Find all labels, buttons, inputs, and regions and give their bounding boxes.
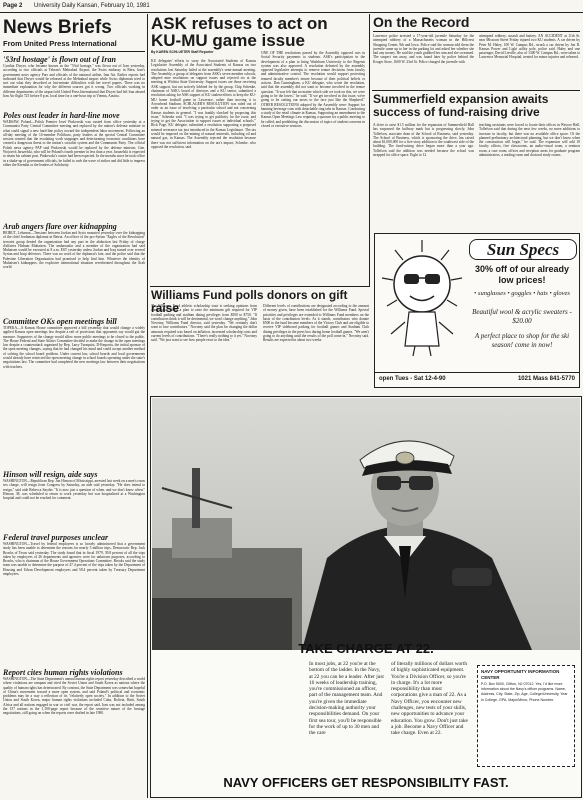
news-briefs-section — [3, 15, 145, 795]
section-rule — [372, 90, 580, 91]
brief-headline: Poles oust leader in hard-line move — [3, 111, 120, 120]
ku-mu-column-2: ONE OF THE resolutions passed by the Assembly opposed cuts in Social Security payments to students. ASK's participation in the development of a plan to bring Washburn University to the Regents system was also approved. A resolution defeated by the assembly opposed legislative attempts to remove tenure decisions from faculty and administrative control. The resolution would support protecting tenured faculty member's tenure because of their political beliefs or actions. Dan Cunningham, a KU delegate, who wrote the resolution, said that the assembly did not want to become involved in the tenure question. "It was felt that no matter which side we took on this, we were going to be the losers," he said. "If we get involved in this issue, we're going to be cutting our noses to the face just like the Shepherd." OTHER RESOLUTIONS adopted by the Assembly were: Support for banning beverage cans with detachable ring tabs in Kansas. Conducting a study of the retail climate in Kansas. Supporting an amendment to the Kansas Open Meetings Law requiring a quorum for a public meeting to be called, and prohibiting the discussion of topics of student concerns in closed or executive sessions. — [261, 51, 365, 129]
brief-story — [3, 470, 145, 530]
brief-body: BEIRUT, Lebanon—Tensions between Jordan and Syria mounted yesterday over the kidnapping of the chief Jordanian diplomat in Beirut. An officer of the pro-Syrian "Eagles of the Revolution" terrorist group denied the organization had any part in the abduction last Friday of charge d'affaires Hisham Muhaisen. The ambassador and a member of the organization had said Muhaisen would be executed at 8 a.m. EST yesterday unless Jordan and Iraq turned over several Syrian and Iraqi defectors. There was no word of the diplomat's fate, and the police said that the Palestine Liberation Organization had promised to help find him. Whatever the identity of Muhaisen's kidnappers, the explosive international situation reverberated throughout the Arab world. — [3, 231, 145, 270]
williams-column-1: The Williams Fund athletic scholarship trust is seeking opinions from contributors about a plan to raise the minimum gift required for VIP football parking and stadium dining privileges from $500 to $750. "If contributors think it will be detrimental, we won't change anything," John Novotny, Williams Fund director, said yesterday. "We certainly don't want to lose contributors." Novotny said the plan for changing the dollar amounts required was based on inflation, increased scholarship costs and current levels of contributions. "There's really nothing to it yet," Novotny said. "We just want to see how people react to the idea." — [151, 304, 257, 343]
brief-headline: Federal travel purposes unclear — [3, 533, 109, 542]
ku-mu-byline: By KAREN SCHLUETER Staff Reporter — [151, 50, 214, 54]
navy-tagline: NAVY OFFICERS GET RESPONSIBILITY FAST. — [223, 775, 509, 790]
brief-body: TOPEKA—A Kansas House committee approved a bill yesterday that would change a widely applied Kansas open meetings law despite a raft of provisions that opponents say would gut the measure. Supporters of the change would allow more public meetings to be closed to the public. The House Federal and State Affairs Committee decided to make the change in the open meetings law despite a counterattack organized by Rep. Larry Turnquist, D-Emporia, the initial sponsor of the open meeting changes, saying that he had changed his mind and could accept another method of solving the school board problem. Under current law, school boards and local governments would already have restricted the open meeting change in school boards operating under the state's negotiations law. The committee had completed the new meetings law between their negotiations with teachers. — [3, 326, 145, 369]
sun-specs-tagline: A perfect place to shop for the ski season! come in now! — [474, 332, 570, 349]
navy-body-column-2: of literally millions of dollars worth of highly sophisticated equipment. You're a Division Officer, so you're in charge. It's a lot more responsibility than most corporations give a man of 22. As a Navy Officer, you encounter new challenges, new tests of your skills, new opportunities to advance your education. You grow. Don't just take a job. Become a Navy Officer and take charge. Even at 22. — [391, 661, 468, 737]
brief-body: Cynthia Dwyer, who became known as the "53rd hostage," was flown out of Iran yesterday, according to two officials at Tehran's Mehrabad Airport, the Swiss embassy in Bern, Iran's government news agency Pars and officials of the national airline, Iran Air. Earlier reports had indicated that Dwyer would be released at the Mehrabad airport while Swiss diplomats tried to sort out what they described as last-minute difficulties with her travel papers. There was no immediate explanation for why the different sources got it wrong. Two officials working in different departments of the airport told United Press International that Dwyer had left Iran aboard Iran Air flight 725 before 8 p.m. local time for a one-hour trip to Vienna, Austria. — [3, 64, 145, 99]
section-rule — [150, 286, 370, 287]
ku-mu-headline: ASK refuses to act on KU-MU game issue — [151, 15, 328, 50]
sun-specs-sweaters: Beautiful wool & acrylic sweaters - $20.00 — [472, 308, 572, 325]
coupon-title: NAVY OPPORTUNITY INFORMATION CENTER — [481, 669, 560, 680]
brief-story — [3, 111, 145, 219]
brief-story — [3, 55, 145, 108]
summerfield-headline: Summerfield expansion awaits success of fund-raising drive — [373, 93, 549, 119]
ku-mu-column-1: KU delegates' efforts to sway the Associated Students of Kansas Legislative Assembly of the Associated Students of Kansas on two resolutions lost Saturday failed at the assembly's semi-annual meeting. The Assembly, a group of delegates from ASK's seven member schools, adopted nine resolutions on support issues and rejected six at the meeting at Wichita State University. Support issues are those receiving ASK support, but not actively lobbied for by the group. Chip Schenke, chairman of ASK's board of directors and a KU senior, submitted a resolution asking for ASK support of KU student efforts to keep the KU-MU home football game in Lawrence, rather than moving it to Arrowhead Stadium. SCHLAGER'S RESOLUTION was ruled out of order as an issue of involving a particular school and not concerning Kansas students in general. "I was frankly shocked by proposing this issue," Schenke said. "I was trying to get publicity for the issue, and trying to get the Association to support issues at individual schools." Rick Page, KU delegate, submitted a resolution supporting a proposed mineral severance tax just introduced in the Kansas Legislature. The tax would be imposed on the mining of natural minerals, including oil and natural gas, in Kansas. The Assembly rejected the resolution because there was not sufficient information on the tax's impact, Schenke, who opposed the resolution, said. — [151, 59, 256, 149]
paper-dateline: University Daily Kansan, February 10, 1981 — [34, 3, 150, 9]
on-the-record-section — [373, 15, 580, 88]
column-rule — [369, 14, 370, 286]
sun-specs-hours: open Tues - Sat 12-4-90 — [379, 376, 446, 382]
navy-ad — [150, 396, 582, 798]
brief-story — [3, 317, 145, 467]
navy-photo-caption: TAKE CHARGE AT 22. — [298, 641, 434, 656]
record-column-2: attempted robbery, assault and battery. AN ACCIDENT at 11th St. near Missouri Street Friday injured two KU students. A car driven by Peter M. Haley, 100 W. Campus Rd., struck a car driven by Jon R. Kansas Power and Light utility pole, police said. Haley and one passenger, David Lieville, also of 1300 W. Campus Rd., were taken to Lawrence Memorial Hospital, treated for minor injuries and released. — [479, 34, 580, 60]
brief-headline: Report cites human rights violations — [3, 668, 123, 677]
summerfield-story — [373, 93, 580, 231]
williams-column-2: Different levels of contributions are designated according to the amount of money given, have been established for the Williams Fund. Special priorities and privileges are extended to Williams Fund members on the basis of the contribution levels. As it stands, contributors who donate $500 to the fund become members of the Victory Club and are eligible to receive VIP sideboard parking for football games and Stadium Club dining privileges in the press box during home football games. "We aren't going to do anything until the results of the poll come in," Novotny said. Results are expected in about two weeks. — [263, 304, 369, 343]
on-the-record-title: On the Record — [373, 15, 470, 30]
brief-headline: '53rd hostage' is flown out of Iran — [3, 55, 116, 64]
column-rule — [147, 14, 148, 798]
brief-story — [3, 222, 145, 314]
news-briefs-subtitle: From United Press International — [3, 39, 117, 48]
summerfield-column-2: teaching assistants were forced to locate their offices in Wescoe Hall. Tollefson said that during the next few weeks, no more additions to increase in faculty, but there was no available office space. Of the planned preliminary architectural planning, but we don't know when the construction will begin," he said. The expansion will add 18 faculty offices, five classrooms, an audio-visual room, a seminar room, a case room, offices and reception areas for graduate program administrators, a reading room and doctoral study rooms. — [479, 123, 580, 158]
sun-specs-offer: 30% off of our already low prices! — [474, 264, 570, 285]
ad-divider — [375, 372, 579, 373]
sun-specs-items: • sunglasses • goggles • hats • gloves — [474, 290, 570, 297]
navy-coupon[interactable] — [477, 665, 575, 767]
section-divider — [373, 31, 580, 32]
sun-mascot-illustration — [379, 238, 465, 358]
brief-headline: Committee OKs open meetings bill — [3, 317, 117, 326]
coupon-form-text: P.O. Box 5000, Clifton, NJ 07012. Yes, I'd like more information about the Navy's officer programs. Name, Address, City, State, Zip, Age, College/University, Year in College, GPA, Major/Minor, Phone Number. — [481, 682, 568, 702]
brief-story — [3, 533, 145, 665]
news-briefs-title: News Briefs — [3, 17, 112, 38]
brief-story — [3, 668, 145, 756]
summerfield-column-1: A drive to raise $1.5 million for the expansion of Summerfield Hall has surpassed the halfway mark but is progressing slowly, John Tollefson, associate dean of the School of Business, said yesterday. The School of Business, which is sponsoring the drive, has raised about $1,000,000 for a five-story addition to the southwest side of the building. The fund-raising drive began more than a year ago. Tollefson said the addition was needed because the school was strapped for office space. Eight to 12 — [373, 123, 474, 158]
record-column-1: Lawrence police arrested a 17-year-old juvenile Saturday for the attempted robbery of a Massachusetts woman in the Hillcrest Shopping Center, 9th and Iowa. Police said the woman told them the juvenile came up to her in the parking lot and asked her whether she had any money. He said the youth grabbed her arm and she screamed. The suspect ran away, and was found later by police behind the Kroger Store, 1600 W. 23rd St. Police charged the juvenile with — [373, 34, 474, 64]
ku-mu-story — [151, 15, 367, 277]
brief-body: WASHINGTON—Republican Rep. Jon Hinson of Mississippi, arrested last week on a men's room sex charge, will resign from Congress by Saturday, an aide said yesterday. "He does intend to resign," said aide Rebecca Snyder. "It is now just a question of when, and we don't know when." Hinson, 38, was scheduled to return to work yesterday but was hospitalized at a Washington hospital and could not be reached for comment. — [3, 479, 145, 501]
williams-headline: Williams Fund polls donors on gift raise — [151, 289, 348, 315]
page-header-strip — [0, 0, 583, 13]
sun-specs-ad — [374, 233, 580, 388]
brief-body: WASHINGTON—Travel by federal employees is so loosely administered that a government study has been unable to determine the reasons for nearly 3 million trips, Democratic Rep. Jack Brooks of Texas said yesterday. The study found that in fiscal 1979, 39.8 percent of all the trips taken by employees of 26 departments and agencies were for unknown purposes, according to Brooks, who is chairman of the House Government Operations Committee. Brooks said the study team was unable to determine the purpose of 47.4 percent of the trips taken by the Department of Housing and Urban Development employees and 58.4 percent taken by Treasury Department employees. — [3, 542, 145, 577]
brief-body: WASHINGTON—The State Department's annual human rights report yesterday described a world where violations are rampant and cited the Soviet Union and South Korea as nations where the quality of human rights has deteriorated. By contrast, the State Department was somewhat hopeful of China's movement toward a more open system, and said Poland's political and economic problems may be a way a reflection of its "relatively open society." In addition to the Soviet Union and South Korea, major human rights violations included Cuba, Bolivia, Haiti, South Africa and all nations engaged in war or civil war, the report said. Iran was not included among the 157 nations in the 1,100-page report because of the sensitive nature of the hostage negotiations, still going on when the reports were drafted in late 1980. — [3, 677, 145, 716]
navy-officer-photo — [152, 398, 580, 650]
sun-specs-logo: Sun Specs — [469, 239, 577, 260]
section-divider — [3, 51, 145, 52]
navy-body-column-1: In most jobs, at 22 you're at the bottom of the ladder. In the Navy, at 22 you can be a leader. After just 16 weeks of leadership training, you're commissioned an officer, part of the management team. And you're given the immediate decision-making authority your responsibilities demand. On your first sea tour, you'll be responsible for the work of up to 30 men and the care — [309, 661, 384, 737]
brief-body: WARSAW, Poland—Polish Premier Josef Pinkowski was ousted from office yesterday at a Communist Party Central Committee meeting and replaced by the nation's defense minister in what could signal a new hard-line policy toward the independent labor movement. Following an all-day meeting of the 14-member Politburo, party leaders at the special Central Committee session warned that the escalating work stoppages and deteriorating economic conditions have created a dangerous threat to the nation's socialist system and the Communist Party. The official Polish news agency PAP said Pinkowski would be replaced by the defense minister, Gen. Wojciech Jaruzelski, who will be Poland's fourth premier in less than a year. Jaruzelski is expected to retain his cabinet post. Pinkowski's ouster had been expected. In the months since he took office in a shake-up of government officials, he failed to curb the wave of strikes and did little to impress either the Kremlin or the leaders of Solidarity. — [3, 120, 145, 167]
page-number: Page 2 — [3, 3, 23, 9]
sun-specs-address: 1021 Mass 841-5770 — [517, 376, 575, 382]
brief-headline: Arab angers flare over kidnapping — [3, 222, 117, 231]
williams-fund-story — [151, 289, 371, 393]
brief-headline: Hinson will resign, aide says — [3, 470, 98, 479]
